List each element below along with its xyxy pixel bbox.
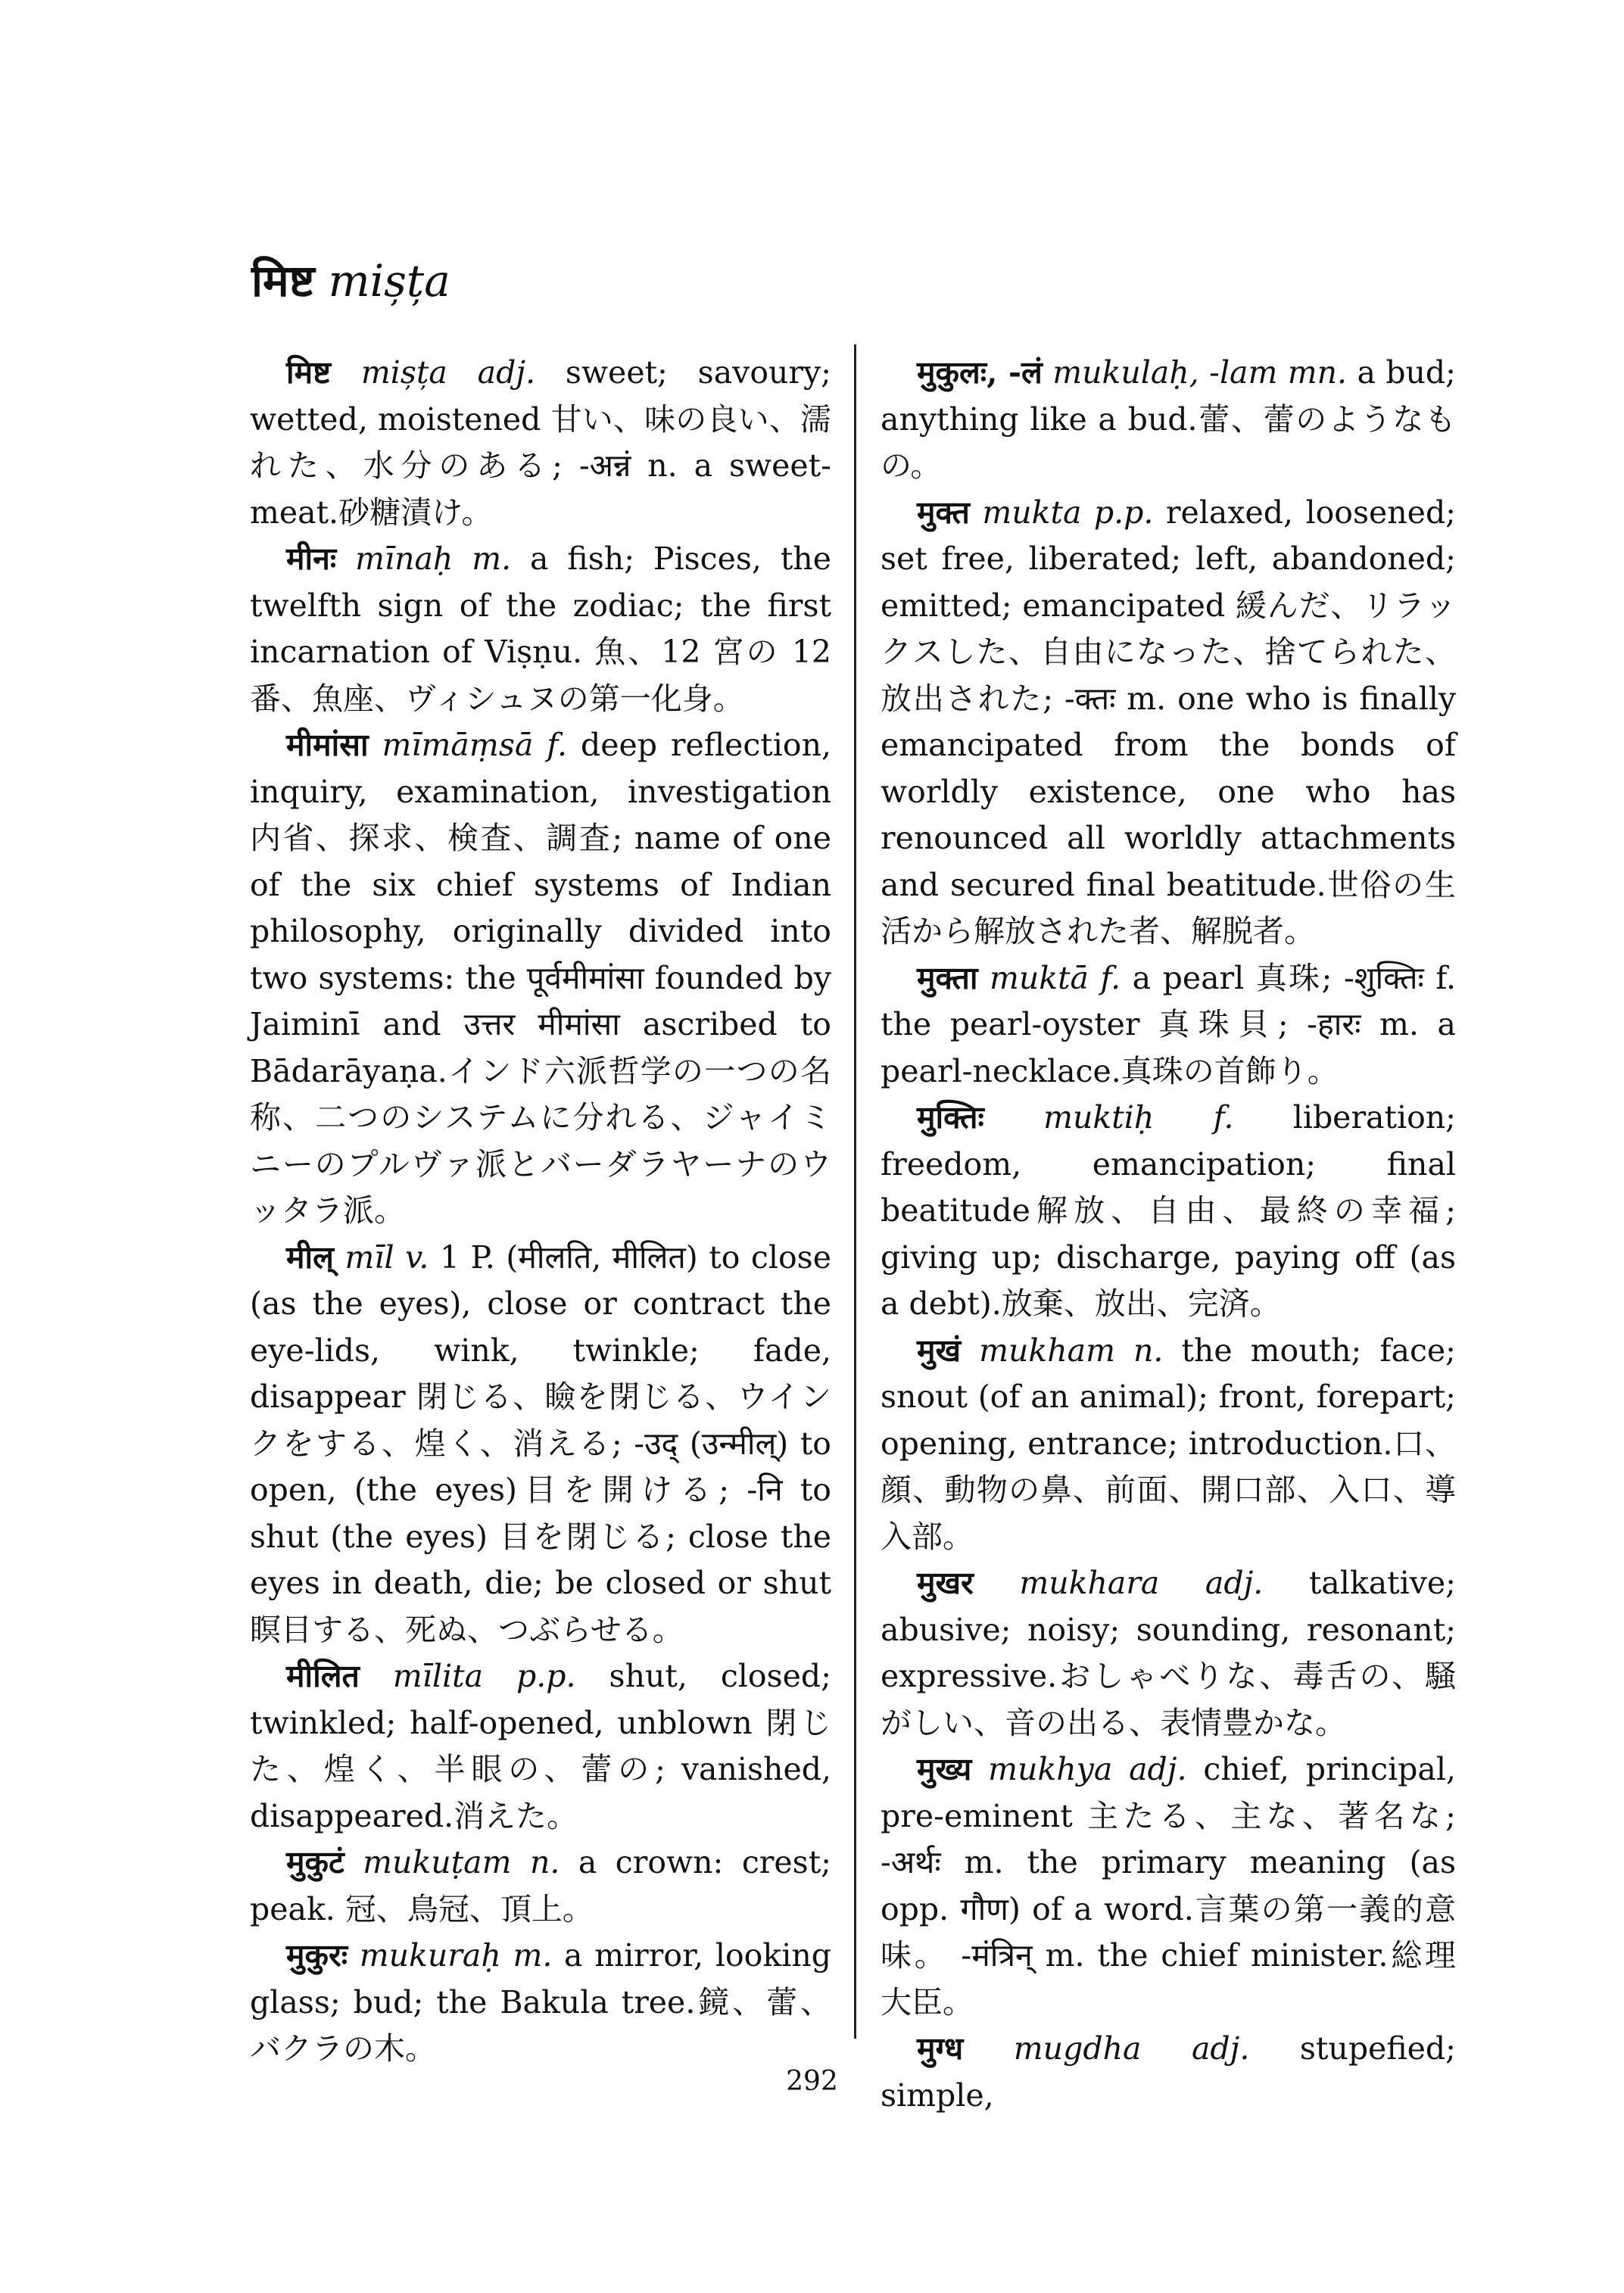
entry (250, 1840, 831, 1933)
entry (881, 955, 1456, 1095)
entry-definition: shut, closed; twinkled; half-opened, unblown 閉じた、煌く、半眼の、蕾の; vanished, disappeared.消えた。 (250, 1658, 831, 1834)
left-column (250, 350, 831, 2073)
entry (250, 1235, 831, 1654)
entry-transliteration: mukhya adj. (988, 1751, 1187, 1787)
entry (250, 722, 831, 1235)
entry-definition: stupefied; simple, (881, 2030, 1456, 2114)
entry-headword: मुख्य (917, 1751, 972, 1787)
entry-definition: 1 P. (मीलति, मीलित) to close (as the eyes), close or contract the eye-lids, wink, twinkle; fade, disappear 閉じる、瞼を閉じる、ウインクをする、煌く、消える; -उद् (उन्मील्) to open, (the eyes)目を開ける; -नि to shut (the eyes) 目を閉じる; close the eyes in death, die; be closed or shut 瞑目する、死ぬ、つぶらせる。 (250, 1238, 831, 1648)
entry-definition: liberation; freedom, emancipation; final beatitude解放、自由、最終の幸福; giving up; discharge, paying off (as a debt).放棄、放出、完済。 (881, 1099, 1456, 1322)
entry-transliteration: mișța adj. (360, 354, 536, 391)
entry-definition: a pearl 真珠; -शुक्तिः f. the pearl-oyster 真珠貝; -हारः m. a pearl-necklace.真珠の首飾り。 (881, 959, 1457, 1089)
entry-headword: मीमांसा (286, 727, 369, 763)
right-column (881, 350, 1456, 2119)
entry-transliteration: mīnaḥ m. (355, 541, 512, 577)
entry-headword: मुग्ध (917, 2030, 964, 2067)
entry-headword: मीलित (286, 1658, 360, 1694)
entry (250, 350, 831, 536)
entry-transliteration: mukta p.p. (982, 494, 1154, 531)
running-head-roman: mișța (328, 255, 450, 307)
entry (881, 350, 1456, 490)
entry (881, 490, 1456, 955)
entry-definition: a bud; anything like a bud.蕾、蕾のようなもの。 (881, 354, 1456, 484)
entry-headword: मुक्त (917, 494, 970, 531)
entry-transliteration: mukhara adj. (1019, 1565, 1264, 1601)
entry (250, 1653, 831, 1840)
entry (881, 1746, 1456, 2026)
entry-transliteration: mukham n. (979, 1332, 1164, 1369)
entry-headword: मील् (286, 1238, 334, 1276)
entry-headword: मुकुलः, -लं (917, 354, 1043, 391)
entry-definition: chief, principal, pre-eminent 主たる、主な、著名な; -अर्थः m. the primary meaning (as opp. गौण) of a word.言葉の第一義的意味。 -मंत्रिन् m. the chief minister.総理大臣。 (881, 1751, 1456, 2020)
entry (881, 1095, 1456, 1328)
entry-transliteration: mīlita p.p. (392, 1658, 576, 1694)
entry (250, 536, 831, 722)
entry-headword: मिष्ट (286, 354, 332, 391)
entry-definition: the mouth; face; snout (of an animal); front, forepart; opening, entrance; introduction.口、顔、動物の鼻、前面、開口部、入口、導入部。 (881, 1332, 1456, 1555)
entry-transliteration: mukuraḥ m. (359, 1937, 553, 1974)
entry (250, 1933, 831, 2073)
entry-headword: मीनः (286, 541, 337, 577)
entry-headword: मुखं (917, 1332, 962, 1369)
entry-transliteration: mukuṭam n. (363, 1844, 560, 1880)
entry-transliteration: mukulaḥ, -lam mn. (1052, 354, 1348, 391)
entry-transliteration: muktā f. (989, 959, 1121, 996)
entry-definition: talkative; abusive; noisy; sounding, resonant; expressive.おしゃべりな、毒舌の、騒がしい、音の出る、表情豊かな。 (881, 1565, 1456, 1741)
entry-headword: मुक्तिः (917, 1099, 984, 1136)
entry (881, 1560, 1456, 1746)
page-number: 292 (786, 2066, 838, 2097)
running-head-devanagari: मिष्ट (251, 255, 315, 307)
entry-definition: a fish; Pisces, the twelfth sign of the zodiac; the first incarnation of Viṣṇu. 魚、12 宮の 12 番、魚座、ヴィシュヌの第一化身。 (250, 541, 831, 717)
entry-headword: मुक्ता (917, 959, 978, 996)
column-divider (854, 344, 856, 2039)
entry-headword: मुकुटं (286, 1844, 344, 1880)
entry-definition: sweet; savoury; wetted, moistened 甘い、味の良い、濡れた、水分のある; -अन्नं n. a sweet-meat.砂糖漬け。 (250, 354, 831, 531)
entry-headword: मुकुरः (286, 1937, 348, 1974)
entry-transliteration: mīmāṃsā f. (382, 727, 568, 763)
entry-transliteration: muktiḥ f. (1043, 1099, 1234, 1136)
entry (881, 1328, 1456, 1561)
entry-transliteration: mugdha adj. (1013, 2030, 1250, 2067)
entry-definition: deep reflection, inquiry, examination, investigation 内省、探求、検査、調査; name of one of the six chief systems of Indian philosophy, originally divided into two systems: the पूर्वमीमांसा founded by Jaiminī and उत्तर मीमांसा ascribed to Bādarāyaṇa.インド六派哲学の一つの名称、二つのシステムに分れる、ジャイミニーのプルヴァ派とバーダラヤーナのウッタラ派。 (250, 727, 832, 1229)
entry-headword: मुखर (917, 1565, 974, 1601)
running-head (251, 254, 450, 307)
entry-definition: relaxed, loosened; set free, liberated; left, abandoned; emitted; emancipated 緩んだ、リラックスした、自由になった、捨てられた、放出された; -क्तः m. one who is finally emancipated from the bonds of worldly existence, one who has renounced all worldly attachments and secured final beatitude.世俗の生活から解放された者、解脱者。 (881, 494, 1456, 949)
entry-definition: a crown: crest; peak. 冠、鳥冠、頂上。 (250, 1844, 831, 1927)
entry-definition: a mirror, looking glass; bud; the Bakula tree.鏡、蕾、バクラの木。 (250, 1937, 831, 2067)
entry-transliteration: mīl v. (344, 1238, 429, 1276)
